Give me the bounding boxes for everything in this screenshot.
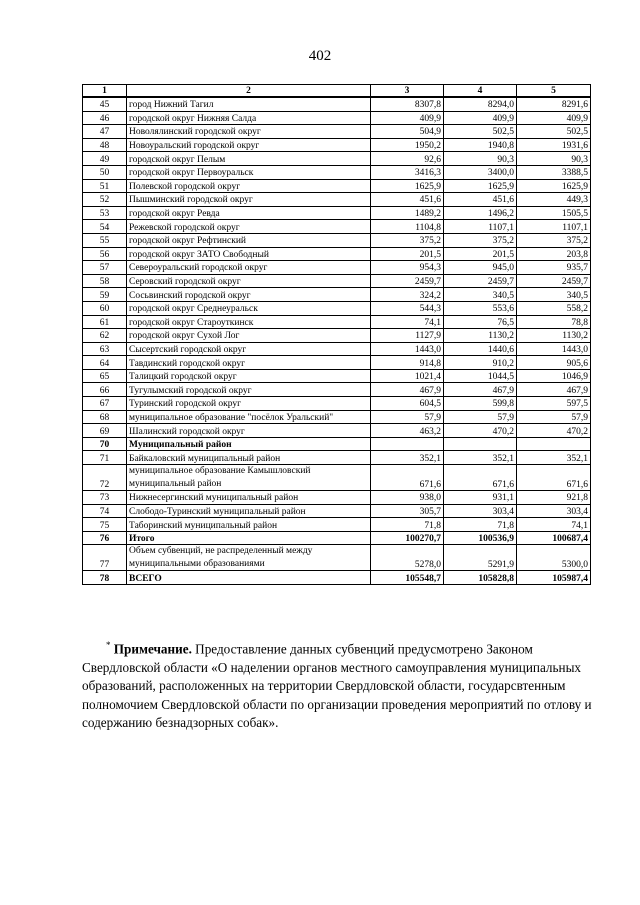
- value-col5-cell: 1625,9: [517, 179, 591, 193]
- value-col4-cell: 1440,6: [444, 342, 517, 356]
- table-row: [83, 220, 591, 234]
- value-col5-cell: 597,5: [517, 397, 591, 411]
- value-col3-cell: 914,8: [371, 356, 444, 370]
- table-row: [83, 288, 591, 302]
- municipality-name-cell: городской округ ЗАТО Свободный: [127, 247, 371, 261]
- municipality-name-cell: Нижнесергинский муниципальный район: [127, 491, 371, 505]
- column-header: 3: [371, 85, 444, 98]
- value-col4-cell: 671,6: [444, 465, 517, 491]
- value-col3-cell: 3416,3: [371, 165, 444, 179]
- row-number-cell: 64: [83, 356, 127, 370]
- municipality-name-cell: Тугулымский городской округ: [127, 383, 371, 397]
- row-number-cell: 75: [83, 518, 127, 532]
- table-row: [83, 369, 591, 383]
- value-col5-cell: 502,5: [517, 125, 591, 139]
- table-row: [83, 274, 591, 288]
- row-number-cell: 77: [83, 545, 127, 571]
- row-number-cell: 73: [83, 491, 127, 505]
- table-header-row: [83, 85, 591, 98]
- value-col5-cell: 409,9: [517, 111, 591, 125]
- row-number-cell: 76: [83, 531, 127, 545]
- table-row: [83, 437, 591, 451]
- value-col5-cell: 375,2: [517, 233, 591, 247]
- municipality-name-cell: Талицкий городской округ: [127, 369, 371, 383]
- row-number-cell: 54: [83, 220, 127, 234]
- municipality-name-cell: Сысертский городской округ: [127, 342, 371, 356]
- value-col3-cell: 504,9: [371, 125, 444, 139]
- value-col3-cell: 463,2: [371, 424, 444, 438]
- row-number-cell: 47: [83, 125, 127, 139]
- municipality-name-cell: городской округ Ревда: [127, 206, 371, 220]
- value-col4-cell: 201,5: [444, 247, 517, 261]
- value-col5-cell: 8291,6: [517, 97, 591, 111]
- value-col4-cell: 2459,7: [444, 274, 517, 288]
- table-row: [83, 571, 591, 585]
- table-row: [83, 518, 591, 532]
- value-col3-cell: [371, 437, 444, 451]
- row-number-cell: 67: [83, 397, 127, 411]
- value-col3-cell: 954,3: [371, 261, 444, 275]
- value-col5-cell: 2459,7: [517, 274, 591, 288]
- value-col3-cell: 1625,9: [371, 179, 444, 193]
- value-col3-cell: 409,9: [371, 111, 444, 125]
- value-col4-cell: 57,9: [444, 410, 517, 424]
- row-number-cell: 61: [83, 315, 127, 329]
- value-col5-cell: 1931,6: [517, 138, 591, 152]
- value-col4-cell: 1130,2: [444, 329, 517, 343]
- value-col5-cell: 1130,2: [517, 329, 591, 343]
- value-col4-cell: 3400,0: [444, 165, 517, 179]
- value-col3-cell: 671,6: [371, 465, 444, 491]
- row-number-cell: 51: [83, 179, 127, 193]
- table-row: [83, 206, 591, 220]
- row-number-cell: 56: [83, 247, 127, 261]
- value-col4-cell: 599,8: [444, 397, 517, 411]
- footnote-text: Предоставление данных субвенций предусмотрено Законом Свердловской области «О наделении органов местного самоуправления муниципальных образований, расположенных на территории Свердловской области, государсвтенным полномочием Свердловской области по организации проведения мероприятий по отлову и содержанию безнадзорных собак».: [82, 641, 592, 731]
- value-col4-cell: 105828,8: [444, 571, 517, 585]
- row-number-cell: 48: [83, 138, 127, 152]
- value-col3-cell: 544,3: [371, 301, 444, 315]
- row-number-cell: 69: [83, 424, 127, 438]
- table-row: [83, 504, 591, 518]
- table-row: [83, 301, 591, 315]
- value-col4-cell: 8294,0: [444, 97, 517, 111]
- row-number-cell: 74: [83, 504, 127, 518]
- value-col4-cell: 451,6: [444, 193, 517, 207]
- row-number-cell: 50: [83, 165, 127, 179]
- value-col5-cell: 1505,5: [517, 206, 591, 220]
- row-number-cell: 45: [83, 97, 127, 111]
- municipality-name-cell: Шалинский городской округ: [127, 424, 371, 438]
- municipality-name-cell: Новоуральский городской округ: [127, 138, 371, 152]
- column-header: 4: [444, 85, 517, 98]
- value-col4-cell: 553,6: [444, 301, 517, 315]
- municipality-name-cell: Объем субвенций, не распределенный между муниципальными образованиями: [127, 545, 371, 571]
- municipality-name-cell: Таборинский муниципальный район: [127, 518, 371, 532]
- value-col3-cell: 57,9: [371, 410, 444, 424]
- value-col4-cell: 340,5: [444, 288, 517, 302]
- value-col4-cell: 910,2: [444, 356, 517, 370]
- table-row: [83, 342, 591, 356]
- table-row: [83, 356, 591, 370]
- value-col4-cell: 467,9: [444, 383, 517, 397]
- value-col5-cell: 5300,0: [517, 545, 591, 571]
- value-col4-cell: 1044,5: [444, 369, 517, 383]
- value-col5-cell: 57,9: [517, 410, 591, 424]
- table-row: [83, 315, 591, 329]
- value-col3-cell: 201,5: [371, 247, 444, 261]
- municipality-name-cell: Тавдинский городской округ: [127, 356, 371, 370]
- value-col3-cell: 74,1: [371, 315, 444, 329]
- table-row: [83, 97, 591, 111]
- table-row: [83, 465, 591, 491]
- table-row: [83, 247, 591, 261]
- row-number-cell: 57: [83, 261, 127, 275]
- footnote: [82, 636, 594, 733]
- municipality-name-cell: Слободо-Туринский муниципальный район: [127, 504, 371, 518]
- municipality-name-cell: городской округ Сухой Лог: [127, 329, 371, 343]
- page-number: 402: [308, 48, 332, 64]
- value-col4-cell: 1496,2: [444, 206, 517, 220]
- value-col3-cell: 352,1: [371, 451, 444, 465]
- value-col5-cell: 935,7: [517, 261, 591, 275]
- value-col4-cell: 945,0: [444, 261, 517, 275]
- row-number-cell: 72: [83, 465, 127, 491]
- municipality-name-cell: городской округ Рефтинский: [127, 233, 371, 247]
- value-col5-cell: 467,9: [517, 383, 591, 397]
- table-row: [83, 545, 591, 571]
- column-header: 2: [127, 85, 371, 98]
- value-col4-cell: 931,1: [444, 491, 517, 505]
- value-col5-cell: 921,8: [517, 491, 591, 505]
- value-col4-cell: 90,3: [444, 152, 517, 166]
- value-col5-cell: 352,1: [517, 451, 591, 465]
- value-col4-cell: 1940,8: [444, 138, 517, 152]
- row-number-cell: 71: [83, 451, 127, 465]
- value-col4-cell: 5291,9: [444, 545, 517, 571]
- row-number-cell: 62: [83, 329, 127, 343]
- value-col5-cell: 78,8: [517, 315, 591, 329]
- row-number-cell: 59: [83, 288, 127, 302]
- value-col5-cell: 1046,9: [517, 369, 591, 383]
- row-number-cell: 65: [83, 369, 127, 383]
- value-col5-cell: 340,5: [517, 288, 591, 302]
- value-col3-cell: 1950,2: [371, 138, 444, 152]
- value-col3-cell: 92,6: [371, 152, 444, 166]
- value-col5-cell: 100687,4: [517, 531, 591, 545]
- value-col5-cell: 3388,5: [517, 165, 591, 179]
- column-header: 5: [517, 85, 591, 98]
- row-number-cell: 58: [83, 274, 127, 288]
- value-col5-cell: 1107,1: [517, 220, 591, 234]
- municipality-name-cell: городской округ Среднеуральск: [127, 301, 371, 315]
- value-col5-cell: 303,4: [517, 504, 591, 518]
- row-number-cell: 78: [83, 571, 127, 585]
- table-row: [83, 111, 591, 125]
- value-col4-cell: 352,1: [444, 451, 517, 465]
- value-col3-cell: 938,0: [371, 491, 444, 505]
- row-number-cell: 49: [83, 152, 127, 166]
- value-col3-cell: 1104,8: [371, 220, 444, 234]
- value-col3-cell: 467,9: [371, 383, 444, 397]
- municipality-name-cell: Муниципальный район: [127, 437, 371, 451]
- value-col3-cell: 451,6: [371, 193, 444, 207]
- value-col3-cell: 375,2: [371, 233, 444, 247]
- value-col3-cell: 71,8: [371, 518, 444, 532]
- table-row: [83, 424, 591, 438]
- table-row: [83, 152, 591, 166]
- municipality-name-cell: городской округ Первоуральск: [127, 165, 371, 179]
- value-col4-cell: 1107,1: [444, 220, 517, 234]
- value-col3-cell: 8307,8: [371, 97, 444, 111]
- municipality-name-cell: Режевской городской округ: [127, 220, 371, 234]
- value-col4-cell: 76,5: [444, 315, 517, 329]
- value-col4-cell: 100536,9: [444, 531, 517, 545]
- municipality-name-cell: Итого: [127, 531, 371, 545]
- municipality-name-cell: Пышминский городской округ: [127, 193, 371, 207]
- municipality-name-cell: Североуральский городской округ: [127, 261, 371, 275]
- municipality-name-cell: городской округ Староуткинск: [127, 315, 371, 329]
- municipality-name-cell: муниципальное образование Камышловский муниципальный район: [127, 465, 371, 491]
- value-col5-cell: 74,1: [517, 518, 591, 532]
- row-number-cell: 46: [83, 111, 127, 125]
- footnote-label: Примечание.: [113, 641, 192, 657]
- value-col5-cell: 203,8: [517, 247, 591, 261]
- table-row: [83, 125, 591, 139]
- value-col5-cell: 905,6: [517, 356, 591, 370]
- value-col3-cell: 1021,4: [371, 369, 444, 383]
- table-row: [83, 397, 591, 411]
- municipality-name-cell: ВСЕГО: [127, 571, 371, 585]
- table-row: [83, 233, 591, 247]
- value-col3-cell: 105548,7: [371, 571, 444, 585]
- value-col4-cell: 502,5: [444, 125, 517, 139]
- row-number-cell: 55: [83, 233, 127, 247]
- value-col3-cell: 1443,0: [371, 342, 444, 356]
- column-header: 1: [83, 85, 127, 98]
- row-number-cell: 68: [83, 410, 127, 424]
- table-row: [83, 261, 591, 275]
- value-col5-cell: [517, 437, 591, 451]
- value-col4-cell: 470,2: [444, 424, 517, 438]
- value-col4-cell: [444, 437, 517, 451]
- municipality-name-cell: город Нижний Тагил: [127, 97, 371, 111]
- value-col4-cell: 1625,9: [444, 179, 517, 193]
- value-col5-cell: 470,2: [517, 424, 591, 438]
- value-col5-cell: 1443,0: [517, 342, 591, 356]
- value-col3-cell: 1489,2: [371, 206, 444, 220]
- table-row: [83, 383, 591, 397]
- value-col5-cell: 558,2: [517, 301, 591, 315]
- footnote-marker: *: [106, 640, 111, 650]
- value-col3-cell: 5278,0: [371, 545, 444, 571]
- municipality-name-cell: Сосьвинский городской округ: [127, 288, 371, 302]
- municipality-name-cell: муниципальное образование "посёлок Уральский": [127, 410, 371, 424]
- table-row: [83, 179, 591, 193]
- municipality-name-cell: Полевской городской округ: [127, 179, 371, 193]
- subsidy-table: [82, 84, 591, 585]
- value-col3-cell: 2459,7: [371, 274, 444, 288]
- value-col5-cell: 105987,4: [517, 571, 591, 585]
- row-number-cell: 66: [83, 383, 127, 397]
- value-col4-cell: 303,4: [444, 504, 517, 518]
- municipality-name-cell: Байкаловский муниципальный район: [127, 451, 371, 465]
- value-col3-cell: 324,2: [371, 288, 444, 302]
- table-row: [83, 138, 591, 152]
- value-col5-cell: 90,3: [517, 152, 591, 166]
- row-number-cell: 60: [83, 301, 127, 315]
- table-row: [83, 491, 591, 505]
- value-col4-cell: 409,9: [444, 111, 517, 125]
- value-col3-cell: 305,7: [371, 504, 444, 518]
- municipality-name-cell: Серовский городской округ: [127, 274, 371, 288]
- value-col3-cell: 1127,9: [371, 329, 444, 343]
- municipality-name-cell: Туринский городской округ: [127, 397, 371, 411]
- value-col3-cell: 604,5: [371, 397, 444, 411]
- row-number-cell: 70: [83, 437, 127, 451]
- value-col4-cell: 71,8: [444, 518, 517, 532]
- value-col5-cell: 671,6: [517, 465, 591, 491]
- table-row: [83, 193, 591, 207]
- value-col3-cell: 100270,7: [371, 531, 444, 545]
- table-row: [83, 410, 591, 424]
- municipality-name-cell: Новолялинский городской округ: [127, 125, 371, 139]
- table-row: [83, 531, 591, 545]
- table-row: [83, 451, 591, 465]
- row-number-cell: 52: [83, 193, 127, 207]
- table-row: [83, 329, 591, 343]
- row-number-cell: 63: [83, 342, 127, 356]
- municipality-name-cell: городской округ Нижняя Салда: [127, 111, 371, 125]
- value-col4-cell: 375,2: [444, 233, 517, 247]
- row-number-cell: 53: [83, 206, 127, 220]
- municipality-name-cell: городской округ Пелым: [127, 152, 371, 166]
- table-row: [83, 165, 591, 179]
- value-col5-cell: 449,3: [517, 193, 591, 207]
